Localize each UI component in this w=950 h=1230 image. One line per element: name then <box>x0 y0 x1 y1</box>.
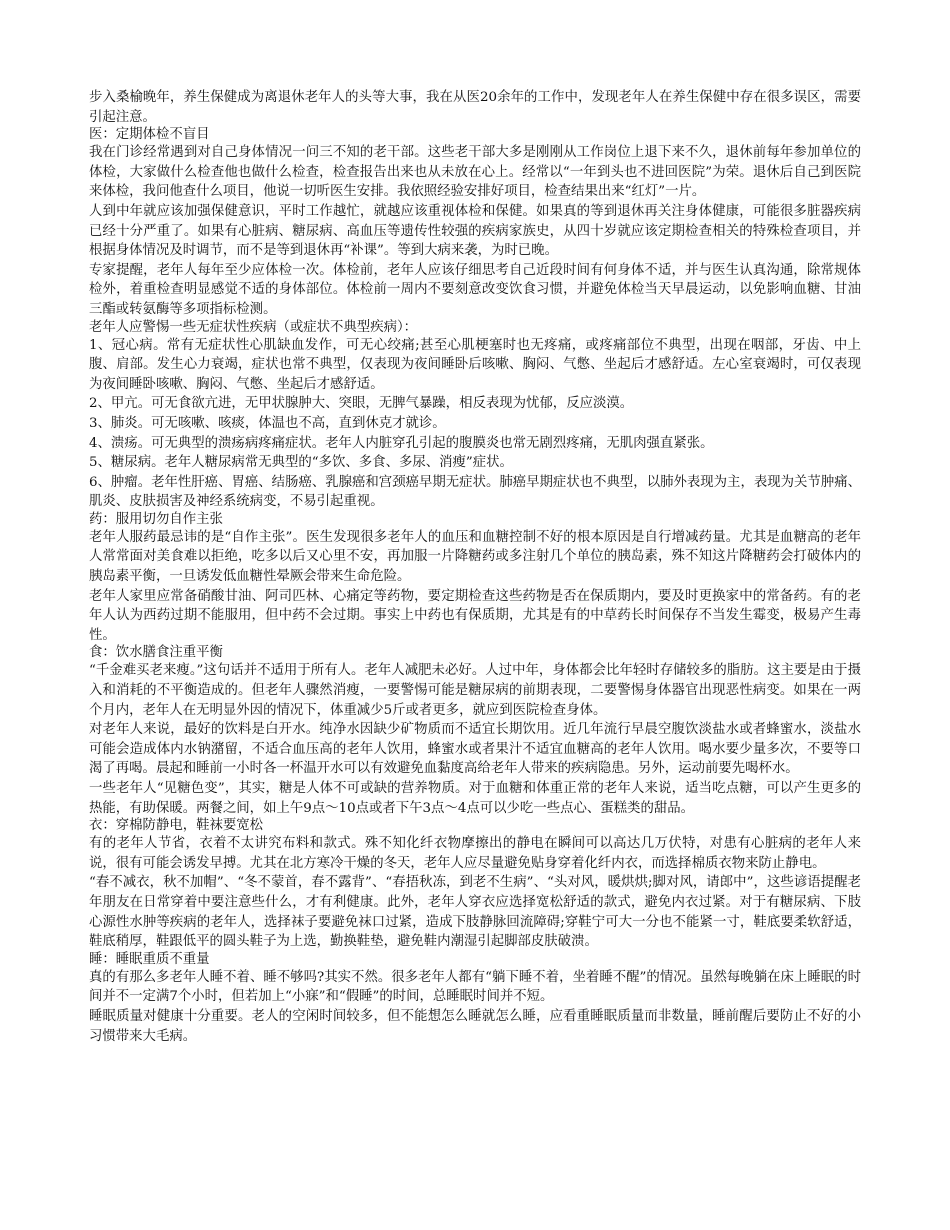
section-heading-clothing: 衣：穿棉防静电，鞋袜要宽松 <box>89 818 264 834</box>
article-body <box>89 88 861 1046</box>
list-item: 4、溃疡。可无典型的溃疡病疼痛症状。老年人内脏穿孔引起的腹膜炎也常无剧烈疼痛，无肌肉强直紧张。 <box>89 435 714 451</box>
intro-paragraph: 步入桑榆晚年，养生保健成为离退休老年人的头等大事，我在从医20余年的工作中，发现老年人在养生保健中存在很多误区，需要引起注意。 <box>89 90 861 125</box>
list-item: 6、肿瘤。老年性肝癌、胃癌、结肠癌、乳腺癌和宫颈癌早期无症状。肺癌早期症状也不典型，以肺外表现为主，表现为关节肿痛、肌炎、皮肤损害及神经系统病变，不易引起重视。 <box>89 474 861 510</box>
paragraph: 人到中年就应该加强保健意识，平时工作越忙，就越应该重视体检和保健。如果真的等到退休再关注身体健康，可能很多脏器疾病已经十分严重了。如果有心脏病、糖尿病、高血压等遗传性较强的疾病家族史，从四十岁就应该定期检查相关的特殊检查项目，并根据身体情况及时调节，而不是等到退休再“补课”。等到大病来袭，为时已晚。 <box>89 203 861 259</box>
paragraph: 有的老年人节省，衣着不太讲究布料和款式。殊不知化纤衣物摩擦出的静电在瞬间可以高达几万伏特，对患有心脏病的老年人来说，很有可能会诱发早搏。尤其在北方寒冷干燥的冬天，老年人应尽量避免贴身穿着化纤内衣，而选择棉质衣物来防止静电。 <box>89 836 861 871</box>
paragraph: 一些老年人“见糖色变”，其实，糖是人体不可或缺的营养物质。对于血糖和体重正常的老年人来说，适当吃点糖，可以产生更多的热能，有助保暖。两餐之间，如上午9点～10点或者下午3点～4点可以少吃一些点心、蛋糕类的甜品。 <box>89 781 861 816</box>
subsection-heading-asymptomatic: 老年人应警惕一些无症状性疾病（或症状不典型疾病）： <box>89 319 418 335</box>
section-heading-sleep: 睡：睡眠重质不重量 <box>89 951 210 967</box>
list-item: 5、糖尿病。老年人糖尿病常无典型的“多饮、多食、多尿、消瘦”症状。 <box>89 455 513 471</box>
paragraph: 老年人服药最忌讳的是“自作主张”。医生发现很多老年人的血压和血糖控制不好的根本原因是自行增减药量。尤其是血糖高的老年人常常面对美食难以拒绝，吃多以后又心里不安，再加服一片降糖药或多注射几个单位的胰岛素，殊不知这片降糖药会打破体内的胰岛素平衡，一旦诱发低血糖性晕厥会带来生命危险。 <box>89 529 861 585</box>
paragraph: 睡眠质量对健康十分重要。老人的空闲时间较多，但不能想怎么睡就怎么睡，应看重睡眠质量而非数量，睡前醒后要防止不好的小习惯带来大毛病。 <box>89 1008 861 1044</box>
paragraph: 对老年人来说，最好的饮料是白开水。纯净水因缺少矿物质而不适宜长期饮用。近几年流行早晨空腹饮淡盐水或者蜂蜜水，淡盐水可能会造成体内水钠潴留，不适合血压高的老年人饮用，蜂蜜水或者果汁不适宜血糖高的老年人饮用。喝水要少量多次，不要等口渴了再喝。晨起和睡前一小时各一杯温开水可以有效避免血黏度高给老年人带来的疾病隐患。另外，运动前要先喝杯水。 <box>89 722 861 777</box>
paragraph: 我在门诊经常遇到对自己身体情况一问三不知的老干部。这些老干部大多是刚刚从工作岗位上退下来不久，退休前每年参加单位的体检，大家做什么检查他也做什么检查，检查报告出来也从未放在心上。经常以“一年到头也不进回医院”为荣。退休后自己到医院来体检，我问他查什么项目，他说一切听医生安排。我依照经验安排好项目，检查结果出来“红灯”一片。 <box>89 145 861 200</box>
list-item: 2、甲亢。可无食欲亢进，无甲状腺肿大、突眼，无脾气暴躁，相反表现为忧郁，反应淡漠。 <box>89 396 634 412</box>
section-heading-medicine: 药：服用切勿自作主张 <box>89 511 223 527</box>
section-heading-diet: 食：饮水膳食注重平衡 <box>89 645 223 661</box>
section-heading-medical: 医：定期体检不盲目 <box>89 127 210 143</box>
paragraph: “千金难买老来瘦。”这句话并不适用于所有人。老年人减肥未必好。人过中年，身体都会比年轻时存储较多的脂肪。这主要是由于摄入和消耗的不平衡造成的。但老年人骤然消瘦，一要警惕可能是糖尿病的前期表现，二要警惕身体器官出现恶性病变。如果在一两个月内，老年人在无明显外因的情况下，体重减少5斤或者更多，就应到医院检查身体。 <box>89 663 861 718</box>
paragraph: 真的有那么多老年人睡不着、睡不够吗?其实不然。很多老年人都有“躺下睡不着，坐着睡不醒”的情况。虽然每晚躺在床上睡眠的时间并不一定满7个小时，但若加上“小寐”和“假睡”的时间，总睡眠时间并不短。 <box>89 969 861 1005</box>
paragraph: “春不减衣，秋不加帽”、“冬不蒙首，春不露背”、“春捂秋冻，到老不生病”、“头对风，暖烘烘;脚对风，请郎中”，这些谚语提醒老年朋友在日常穿着中要注意些什么，才有利健康。此外，老年人穿衣应选择宽松舒适的款式，避免内衣过紧。对于有糖尿病、下肢心源性水肿等疾病的老年人，选择袜子要避免袜口过紧，造成下肢静脉回流障碍;穿鞋宁可大一分也不能紧一寸，鞋底要柔软舒适，鞋底稍厚，鞋跟低平的圆头鞋子为上选，勤换鞋垫，避免鞋内潮湿引起脚部皮肤破溃。 <box>89 875 861 950</box>
paragraph: 专家提醒，老年人每年至少应体检一次。体检前，老年人应该仔细思考自己近段时间有何身体不适，并与医生认真沟通，除常规体检外，着重检查明显感觉不适的身体部位。体检前一周内不要刻意改变饮食习惯，并避免体检当天早晨运动，以免影响血糖、甘油三酯或转氨酶等多项指标检测。 <box>89 262 861 317</box>
list-item: 1、冠心病。常有无症状性心肌缺血发作，可无心绞痛;甚至心肌梗塞时也无疼痛，或疼痛部位不典型，出现在咽部，牙齿、中上腹、肩部。发生心力衰竭，症状也常不典型，仅表现为夜间睡卧后咳嗽、胸闷、气憋、坐起后才感舒适。左心室衰竭时，可仅表现为夜间睡卧咳嗽、胸闷、气憋、坐起后才感舒适。 <box>89 337 861 392</box>
list-item: 3、肺炎。可无咳嗽、咳痰，体温也不高，直到休克才就诊。 <box>89 415 446 431</box>
paragraph: 老年人家里应常备硝酸甘油、阿司匹林、心痛定等药物，要定期检查这些药物是否在保质期内，要及时更换家中的常备药。有的老年人认为西药过期不能服用，但中药不会过期。事实上中药也有保质期，尤其是有的中草药长时间保存不当发生霉变，极易产生毒性。 <box>89 588 861 643</box>
